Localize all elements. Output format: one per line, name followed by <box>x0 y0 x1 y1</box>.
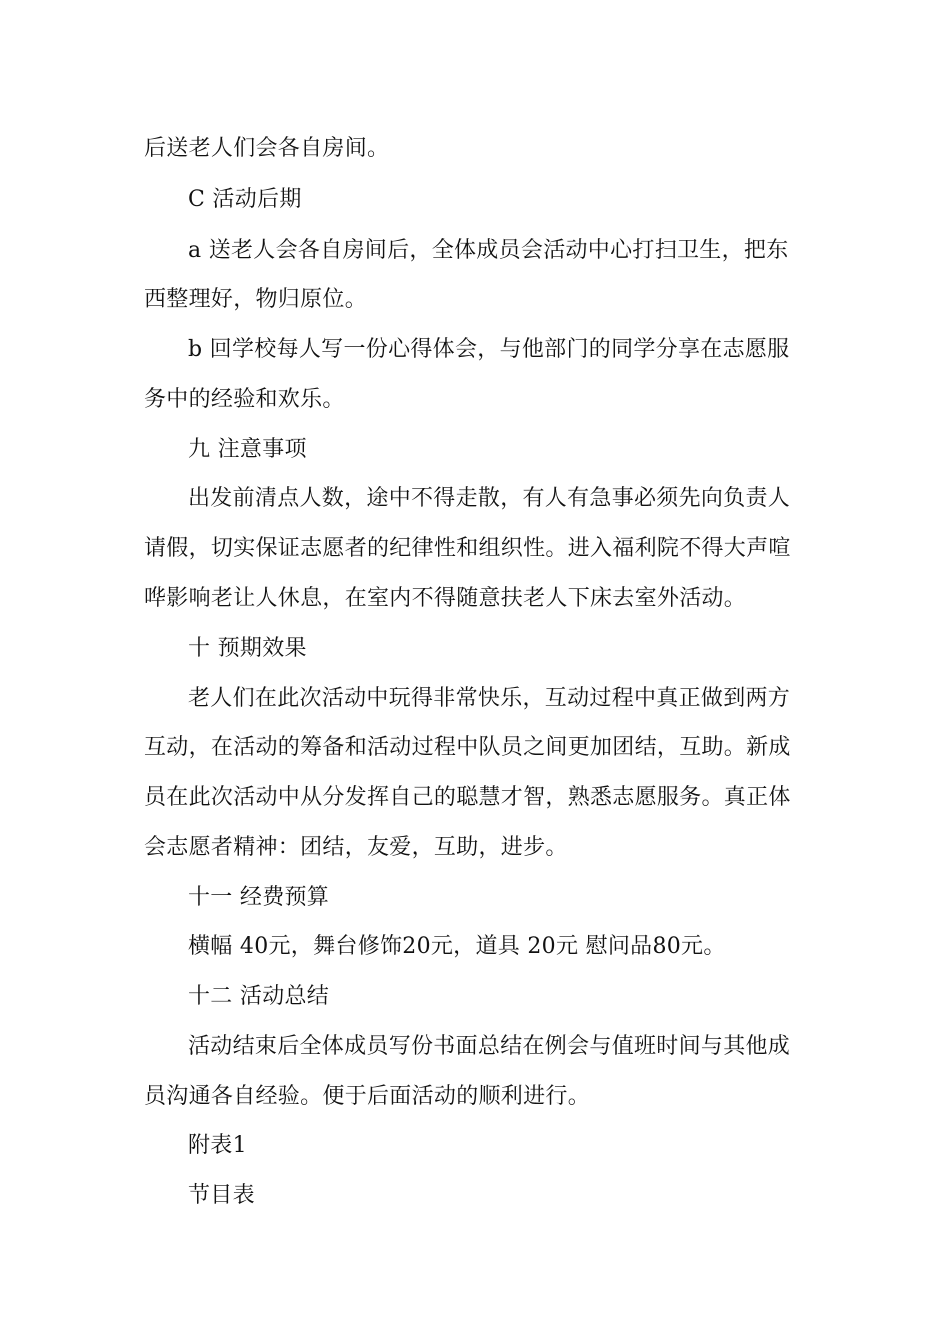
paragraph-line: 务中的经验和欢乐。 <box>144 387 345 412</box>
paragraph-line: 员沟通各自经验。便于后面活动的顺利进行。 <box>144 1084 591 1109</box>
section-heading: 十 预期效果 <box>188 636 307 661</box>
paragraph-line: 西整理好，物归原位。 <box>144 287 368 312</box>
paragraph-line: b 回学校每人写一份心得体会，与他部门的同学分享在志愿服 <box>188 337 790 362</box>
paragraph-line: 出发前清点人数，途中不得走散，有人有急事必须先向负责人 <box>188 486 791 511</box>
paragraph-line: 请假，切实保证志愿者的纪律性和组织性。进入福利院不得大声喧 <box>144 536 791 561</box>
section-heading: 十一 经费预算 <box>188 885 330 910</box>
paragraph-line: 互动，在活动的筹备和活动过程中队员之间更加团结，互助。新成 <box>144 735 791 760</box>
section-heading: 十二 活动总结 <box>188 984 330 1009</box>
paragraph-line: 活动结束后全体成员写份书面总结在例会与值班时间与其他成 <box>188 1034 791 1059</box>
paragraph-line: a 送老人会各自房间后，全体成员会活动中心打扫卫生，把东 <box>188 238 789 263</box>
paragraph-line: 员在此次活动中从分发挥自己的聪慧才智，熟悉志愿服务。真正体 <box>144 785 791 810</box>
paragraph-line: 老人们在此次活动中玩得非常快乐，互动过程中真正做到两方 <box>188 686 791 711</box>
appendix-label: 附表1 <box>188 1133 247 1158</box>
section-heading: C 活动后期 <box>188 187 302 212</box>
paragraph-line: 后送老人们会各自房间。 <box>144 136 390 161</box>
appendix-title: 节目表 <box>188 1183 255 1208</box>
paragraph-line: 横幅 40元，舞台修饰20元，道具 20元 慰问品80元。 <box>188 934 726 959</box>
section-heading: 九 注意事项 <box>188 437 307 462</box>
paragraph-line: 会志愿者精神：团结，友爱，互助，进步。 <box>144 835 568 860</box>
paragraph-line: 哗影响老让人休息，在室内不得随意扶老人下床去室外活动。 <box>144 586 747 611</box>
